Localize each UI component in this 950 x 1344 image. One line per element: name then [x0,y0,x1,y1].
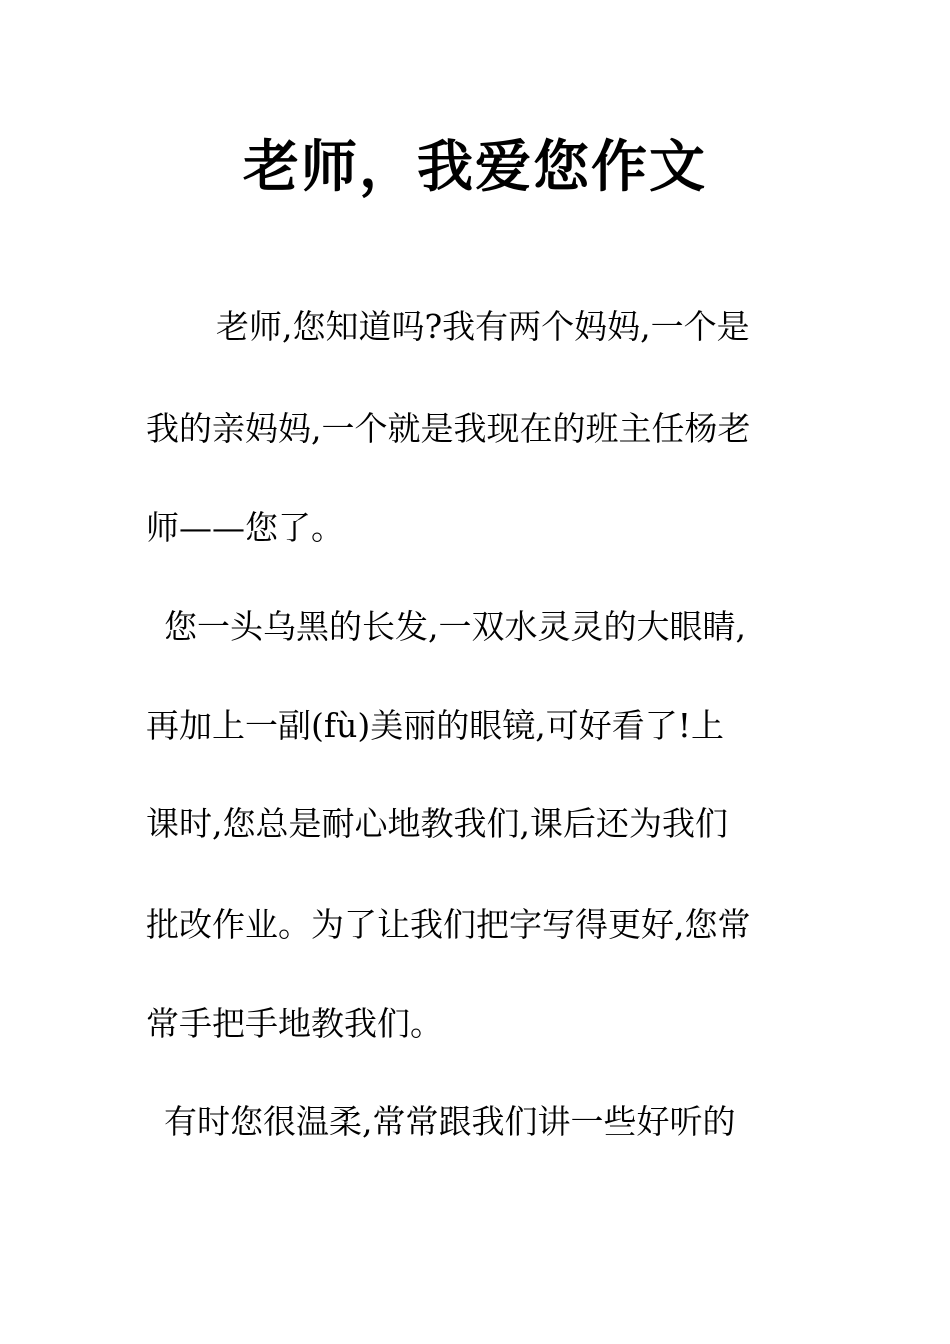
text-line-2: 我的亲妈妈,一个就是我现在的班主任杨老 [146,409,751,448]
text-line-9: 有时您很温柔,常常跟我们讲一些好听的 [164,1102,736,1141]
text-line-4: 您一头乌黑的长发,一双水灵灵的大眼睛, [164,607,746,646]
text-line-5: 再加上一副(fù)美丽的眼镜,可好看了!上 [146,706,724,745]
text-line-7: 批改作业。为了让我们把字写得更好,您常 [146,905,751,944]
text-line-6: 课时,您总是耐心地教我们,课后还为我们 [146,804,728,843]
text-line-1: 老师,您知道吗?我有两个妈妈,一个是 [216,307,750,346]
text-line-8: 常手把手地教我们。 [146,1004,443,1043]
text-line-3: 师——您了。 [146,508,344,547]
document-title: 老师，我爱您作文 [243,135,707,200]
